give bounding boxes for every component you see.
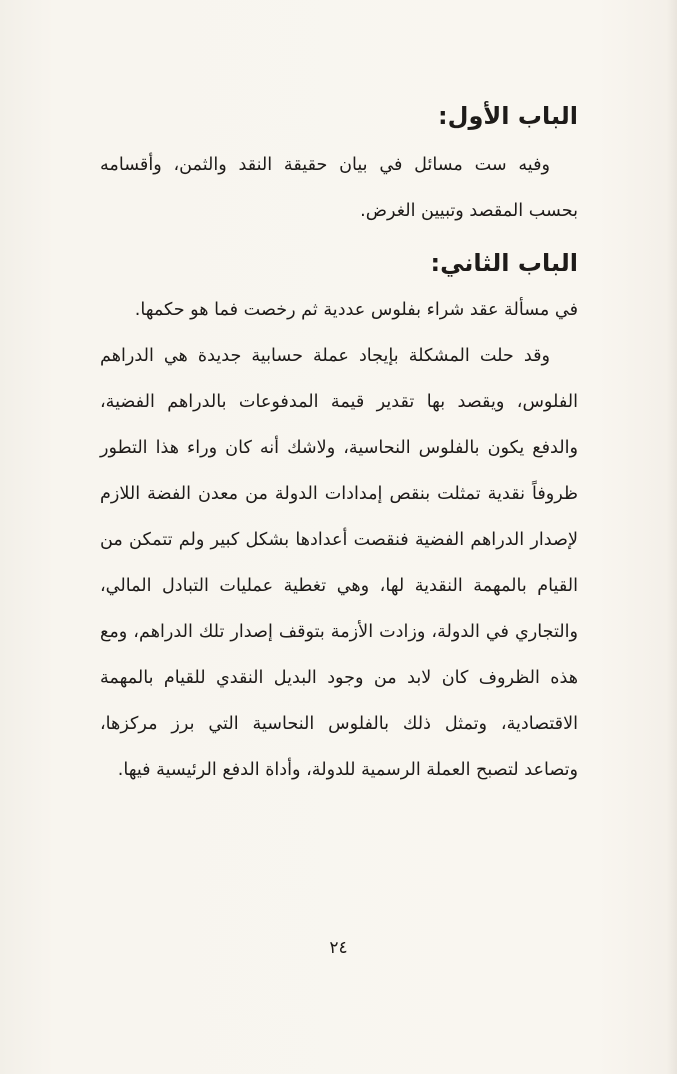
page-content <box>100 96 578 793</box>
chapter-two-text: في مسألة عقد شراء بفلوس عددية ثم رخصت فما هو حكمها. <box>134 300 578 320</box>
page-number: ٢٤ <box>329 938 348 958</box>
chapter-one-heading: الباب الأول: <box>438 102 578 130</box>
page-edge-shadow <box>667 0 677 1074</box>
chapter-one-text: وفيه ست مسائل في بيان حقيقة النقد والثمن، وأقسامه بحسب المقصد وتبيين الغرض. <box>100 155 578 221</box>
body-paragraph: وقد حلت المشكلة بإيجاد عملة حسابية جديدة هي الدراهم الفلوس، ويقصد بها تقدير قيمة المدفوعات بالدراهم الفضية، والدفع يكون بالفلوس النحاسية، ولاشك أنه كان وراء هذا التطور ظروفاً نقدية تمثلت بنقص إمدادات الدولة من معدن الفضة اللازم لإصدار الدراهم الفضية فنقصت أعدادها بشكل كبير ولم تتمكن من القيام بالمهمة النقدية لها، وهي تغطية عمليات التبادل المالي، والتجاري في الدولة، وزادت الأزمة بتوقف إصدار تلك الدراهم، ومع هذه الظروف كان لابد من وجود البديل النقدي للقيام بالمهمة الاقتصادية، وتمثل ذلك بالفلوس النحاسية التي برز مركزها، وتصاعد لتصبح العملة الرسمية للدولة، وأداة الدفع الرئيسية فيها. <box>100 346 578 780</box>
chapter-two-heading: الباب الثاني: <box>430 249 578 277</box>
